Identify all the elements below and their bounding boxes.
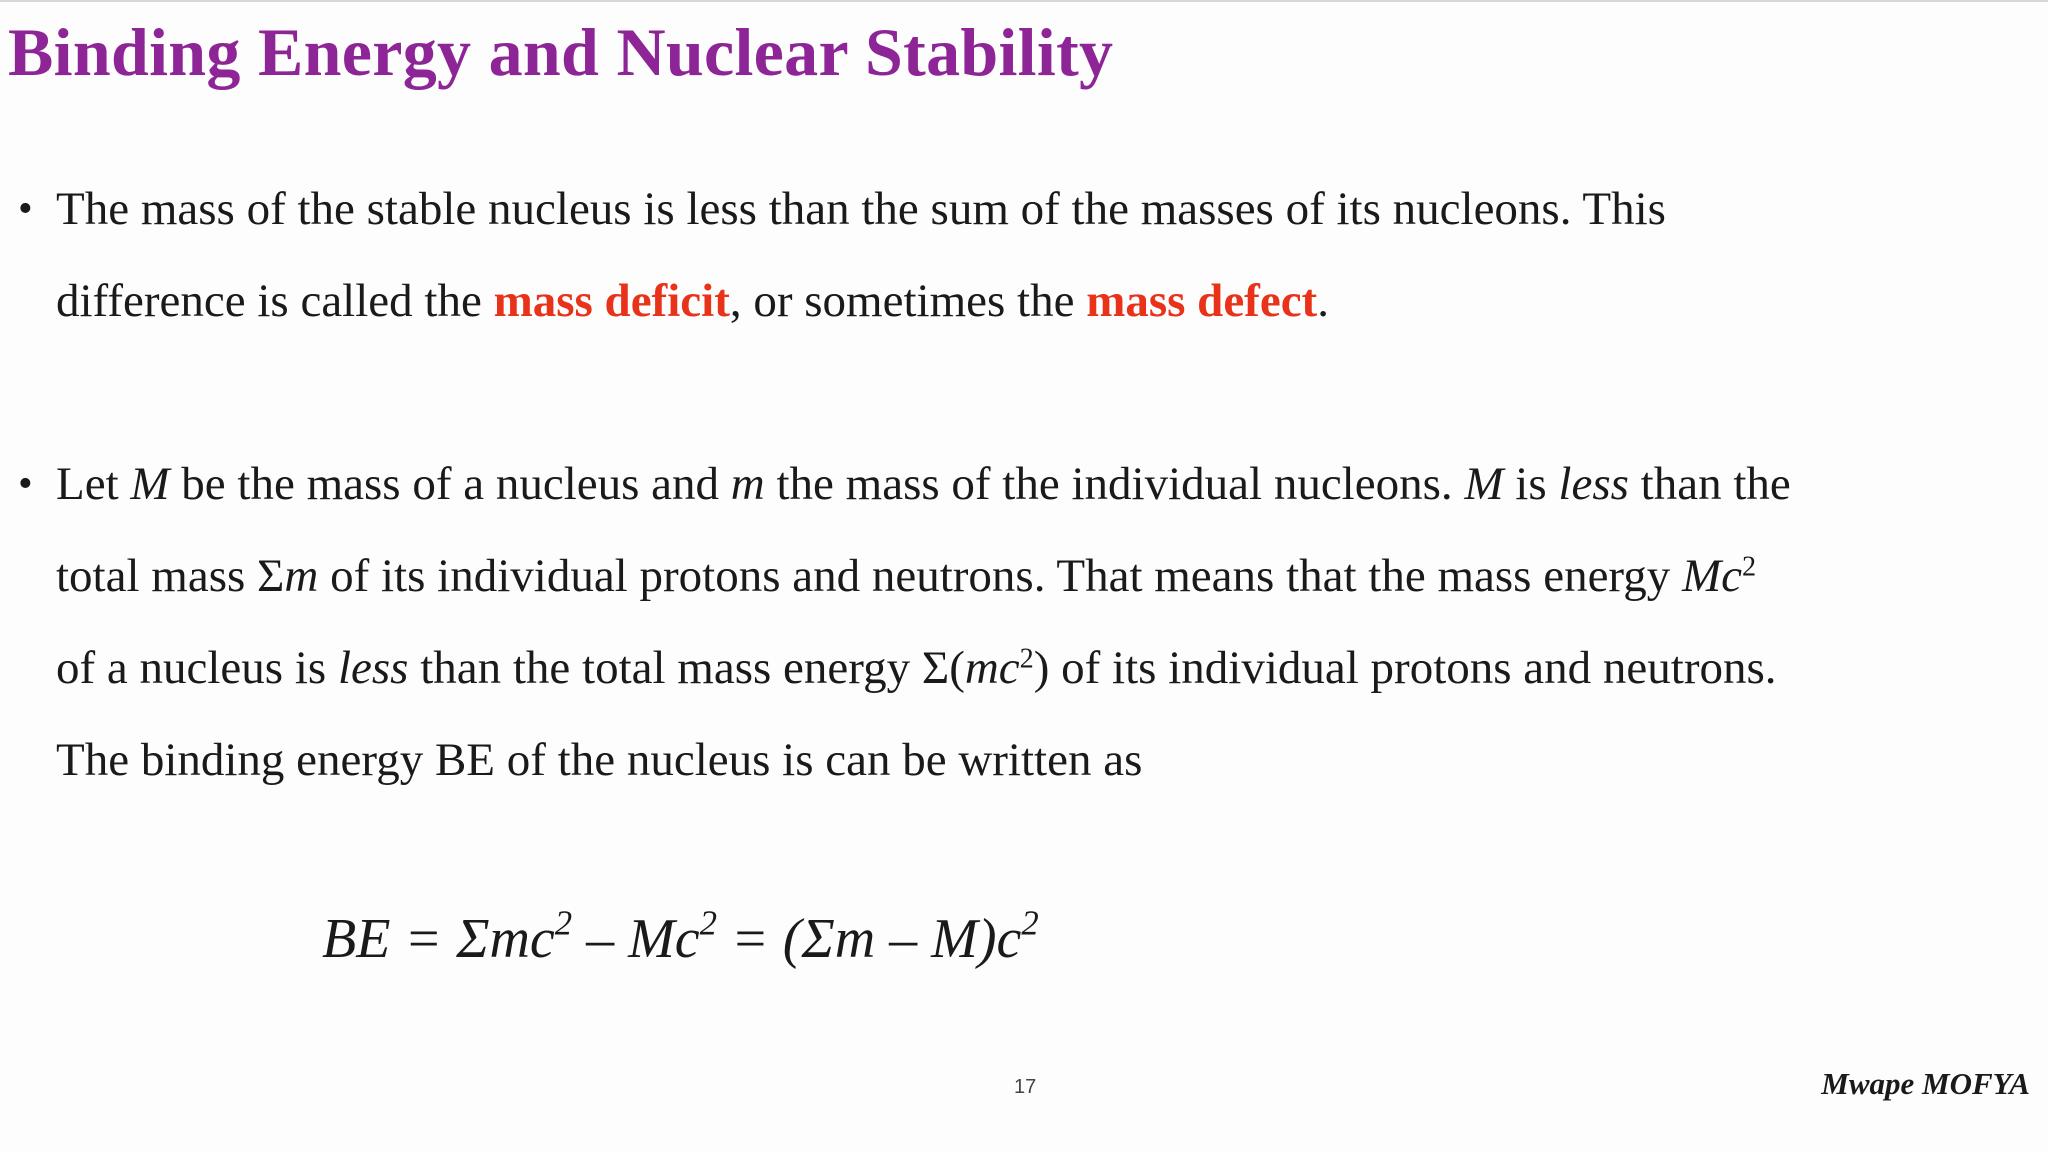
- bullet-text: [56, 163, 2028, 347]
- page-number: 17: [1014, 1076, 1037, 1098]
- text-run: is: [1503, 458, 1559, 510]
- text-run: the mass of the individual nucleons.: [764, 458, 1465, 510]
- highlight-mass-deficit: mass deficit: [493, 275, 730, 327]
- text-run: of its individual protons and neutrons. That means that the mass energy: [318, 550, 1682, 602]
- variable-Mc: Mc: [1682, 550, 1743, 602]
- equation-part: BE = Σmc: [322, 908, 555, 970]
- text-run: Let: [56, 458, 131, 510]
- bullet-binding-energy: [18, 438, 2028, 806]
- text-run: .: [1317, 275, 1329, 327]
- bullet-line: The binding energy BE of the nucleus is can be written as: [56, 734, 1143, 786]
- bullet-line: [56, 255, 2028, 347]
- variable-M: M: [1464, 458, 1504, 510]
- highlight-mass-defect: mass defect: [1086, 275, 1318, 327]
- text-run: ) of its individual protons and neutrons.: [1033, 642, 1777, 694]
- text-run: than the total mass energy Σ(: [408, 642, 965, 694]
- bullet-marker: •: [18, 461, 33, 507]
- text-run: be the mass of a nucleus and: [169, 458, 731, 510]
- equation-part: = (Σm – M)c: [717, 908, 1022, 970]
- emphasis-less: less: [337, 642, 409, 694]
- text-run: than the: [1628, 458, 1791, 510]
- superscript: 2: [1742, 551, 1757, 583]
- variable-m: m: [730, 458, 765, 510]
- text-run: total mass Σ: [56, 550, 285, 602]
- binding-energy-equation: [322, 903, 1039, 971]
- author-name: Mwape MOFYA: [1821, 1066, 2030, 1101]
- equation-exponent: 2: [554, 903, 573, 943]
- superscript: 2: [1019, 643, 1034, 675]
- equation-exponent: 2: [699, 903, 718, 943]
- variable-m: m: [284, 550, 319, 602]
- bullet-line: [56, 530, 2028, 622]
- variable-M: M: [130, 458, 170, 510]
- bullet-line: The mass of the stable nucleus is less than the sum of the masses of its nucleons. This: [56, 183, 1666, 235]
- text-run: , or sometimes the: [729, 275, 1087, 327]
- bullet-text: [56, 438, 2028, 806]
- variable-mc: mc: [964, 642, 1020, 694]
- bullet-line: [56, 622, 2028, 714]
- bullet-marker: •: [18, 186, 33, 232]
- equation-part: – Mc: [572, 908, 700, 970]
- equation-exponent: 2: [1021, 903, 1039, 943]
- text-run: difference is called the: [56, 275, 494, 327]
- emphasis-less: less: [1558, 458, 1629, 510]
- slide-title: Binding Energy and Nuclear Stability: [8, 14, 1114, 90]
- bullet-line: [56, 438, 2028, 530]
- text-run: of a nucleus is: [56, 642, 338, 694]
- bullet-mass-deficit: [18, 163, 2028, 347]
